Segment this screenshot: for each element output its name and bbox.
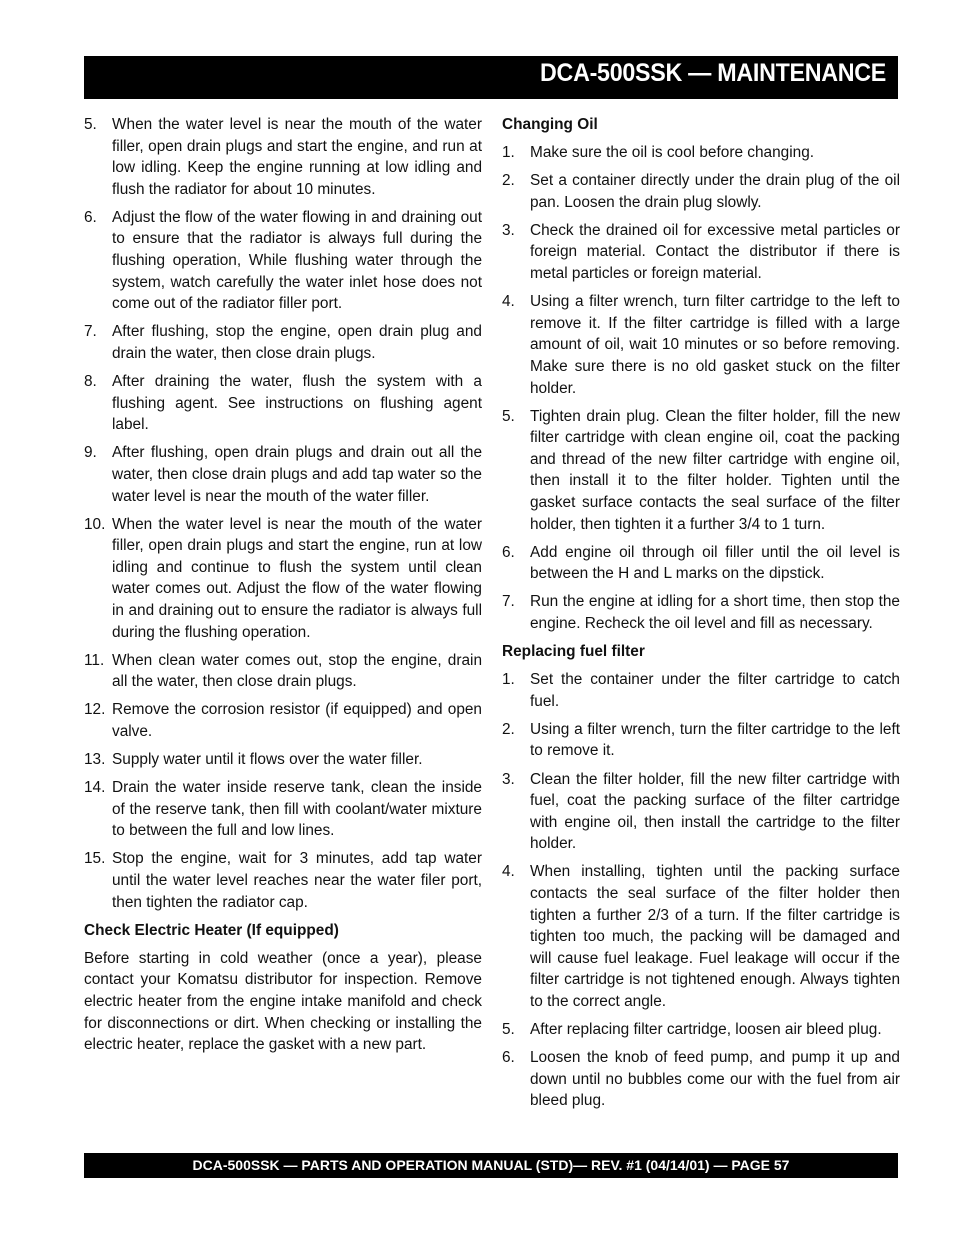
item-text: Stop the engine, wait for 3 minutes, add tap water until the water level reaches near the water filer port, then tighten the radiator cap. — [112, 850, 482, 911]
item-number: 6. — [502, 543, 515, 561]
list-item — [502, 1019, 900, 1041]
item-text: After flushing, open drain plugs and drain out all the water, then close drain plugs and add tap water so the water level is near the mouth of the water filler. — [112, 444, 482, 505]
item-text: When clean water comes out, stop the engine, drain all the water, then close drain plugs. — [112, 651, 482, 691]
list-item — [502, 291, 900, 399]
item-number: 12. — [84, 701, 106, 719]
list-item — [84, 207, 482, 315]
section-heading-electric-heater: Check Electric Heater (If equipped) — [84, 921, 339, 939]
list-item — [502, 170, 900, 213]
item-number: 1. — [502, 671, 515, 689]
item-number: 2. — [502, 172, 515, 190]
electric-heater-paragraph: Before starting in cold weather (once a year), please contact your Komatsu distributor for inspection. Remove electric heater from the engine intake manifold and check for disconnections or dirt. When checking or installing the electric heater, replace the gasket with a new part. — [84, 949, 482, 1054]
item-number: 3. — [502, 770, 515, 788]
item-number: 14. — [84, 779, 106, 797]
list-item — [502, 220, 900, 285]
list-item — [502, 669, 900, 712]
list-item — [502, 1047, 900, 1112]
section-heading-changing-oil: Changing Oil — [502, 116, 598, 133]
item-text: When installing, tighten until the packing surface contacts the seal surface of the filter holder then tighten a further 2/3 of a turn. If the filter cartridge is tighten too much, the packing will be damaged and will cause fuel leakage. Fuel leakage will occur if the filter cartridge is not tightened enough. Always tighten to the correct angle. — [530, 863, 900, 1010]
item-number: 11. — [84, 651, 105, 669]
item-text: When the water level is near the mouth of the water filler, open drain plugs and start the engine, and run at low idling. Keep the engine running at low idling and flush the radiator for about 10 minutes. — [112, 116, 482, 198]
footer-text: DCA-500SSK — PARTS AND OPERATION MANUAL (STD)— REV. #1 (04/14/01) — PAGE 57 — [192, 1157, 790, 1173]
item-text: When the water level is near the mouth of the water filler, open drain plugs and start the engine, run at low idling and continue to flush the system until clean water comes out. Adjust the flow of the water flowing in and draining out to ensure the radiator is always full during the flushing operation. — [112, 515, 482, 641]
item-number: 1. — [502, 144, 515, 162]
item-number: 5. — [84, 116, 97, 133]
list-item — [84, 699, 482, 742]
item-text: Check the drained oil for excessive metal particles or foreign material. Contact the distributor if there is metal particles or foreign material. — [530, 221, 900, 283]
list-item — [84, 514, 482, 644]
item-number: 7. — [84, 323, 97, 341]
item-text: Set the container under the filter cartridge to catch fuel. — [530, 671, 900, 710]
item-number: 13. — [84, 751, 106, 769]
item-text: Add engine oil through oil filler until the oil level is between the H and L marks on the dipstick. — [530, 543, 900, 583]
section-heading-fuel-filter: Replacing fuel filter — [502, 643, 645, 661]
item-number: 15. — [84, 850, 106, 868]
list-item — [502, 591, 900, 634]
item-number: 6. — [84, 208, 97, 226]
item-text: Set a container directly under the drain plug of the oil pan. Loosen the drain plug slowly. — [530, 172, 900, 211]
page-title: DCA-500SSK — MAINTENANCE — [540, 59, 886, 87]
item-number: 5. — [502, 407, 515, 425]
header-bar — [84, 56, 898, 99]
item-text: Drain the water inside reserve tank, clean the inside of the reserve tank, then fill with coolant/water mixture to between the full and low lines. — [112, 779, 482, 840]
item-text: Supply water until it flows over the water filler. — [112, 751, 423, 769]
left-column — [84, 114, 482, 1056]
list-item — [84, 442, 482, 507]
list-item — [502, 861, 900, 1012]
item-text: Clean the filter holder, fill the new filter cartridge with fuel, coat the packing surface of the filter cartridge with engine oil, then install the cartridge to the filter holder. — [530, 770, 900, 853]
footer-bar — [84, 1153, 898, 1178]
item-text: After flushing, stop the engine, open drain plug and drain the water, then close drain plugs. — [112, 323, 482, 362]
item-text: Adjust the flow of the water flowing in and draining out to ensure that the radiator is always full during the flushing operation, While flushing water through the system, watch carefully the water inlet hose does not come out of the radiator filler port. — [112, 208, 482, 313]
item-text: Run the engine at idling for a short time, then stop the engine. Recheck the oil level and fill as necessary. — [530, 593, 900, 632]
item-number: 4. — [502, 863, 515, 881]
item-number: 4. — [502, 293, 515, 311]
item-text: Tighten drain plug. Clean the filter holder, fill the new filter cartridge with clean engine oil, coat the packing and thread of the new filter cartridge with engine oil, then install it to the filter holder. Tighten until the gasket surface contacts the seal surface of the filter holder, then tighten it a further 3/4 to 1 turn. — [530, 407, 900, 533]
list-item — [502, 719, 900, 762]
list-item — [84, 321, 482, 364]
list-item — [84, 650, 482, 693]
list-item — [84, 749, 482, 771]
item-text: After replacing filter cartridge, loosen air bleed plug. — [530, 1021, 882, 1039]
item-number: 5. — [502, 1021, 515, 1039]
item-number: 6. — [502, 1049, 515, 1067]
item-number: 7. — [502, 593, 515, 611]
item-number: 10. — [84, 515, 106, 533]
list-item — [84, 371, 482, 436]
list-item — [84, 777, 482, 842]
list-item — [502, 542, 900, 585]
item-text: Using a filter wrench, turn the filter cartridge to the left to remove it. — [530, 720, 900, 760]
item-text: After draining the water, flush the system with a flushing agent. See instructions on flushing agent label. — [112, 373, 482, 434]
list-item — [84, 848, 482, 913]
list-item — [502, 406, 900, 536]
list-item — [502, 769, 900, 855]
list-item — [84, 114, 482, 200]
list-item — [502, 142, 900, 164]
item-text: Make sure the oil is cool before changing. — [530, 144, 815, 162]
item-text: Using a filter wrench, turn filter cartridge to the left to remove it. If the filter cartridge is filled with a large amount of oil, wait 10 minutes or so before removing. Make sure there is no old gasket stuck on the filter holder. — [530, 293, 900, 397]
item-number: 2. — [502, 720, 515, 738]
item-number: 8. — [84, 373, 97, 391]
item-text: Remove the corrosion resistor (if equipped) and open valve. — [112, 701, 482, 740]
item-number: 9. — [84, 444, 97, 462]
right-column — [502, 114, 900, 1118]
item-number: 3. — [502, 221, 515, 239]
item-text: Loosen the knob of feed pump, and pump it up and down until no bubbles come our with the fuel from air bleed plug. — [530, 1049, 900, 1110]
